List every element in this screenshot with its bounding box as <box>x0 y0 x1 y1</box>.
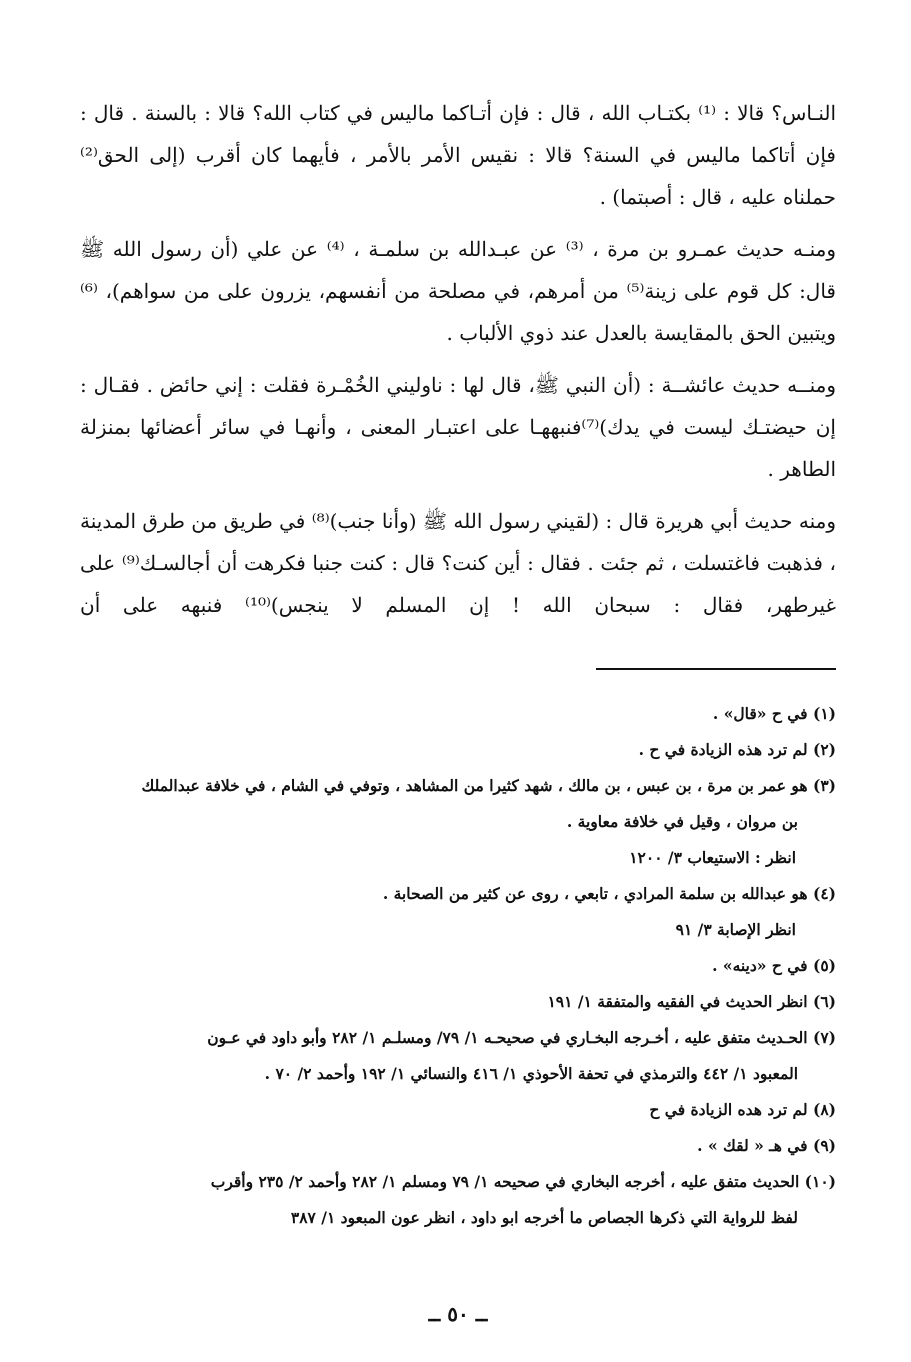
main-text <box>80 92 836 626</box>
page-number: ــ ٥٠ ــ <box>428 1302 488 1326</box>
footnote-10-line-1: (١٠) الحديث متفق عليه ، أخرجه البخاري في صحيحه ١/ ٧٩ ومسلم ١/ ٢٨٢ وأحمد ٢/ ٢٣٥ وأقرب <box>210 1172 836 1191</box>
footnote-2: (٢) لم ترد هذه الزيادة في ح . <box>638 740 836 759</box>
footnote-7 <box>80 1020 836 1092</box>
footnote-9: (٩) في هـ « لقك » . <box>697 1136 836 1155</box>
footnote-8: (٨) لم ترد هده الزيادة في ح <box>649 1100 836 1119</box>
footnotes <box>80 696 836 1236</box>
footnote-1: (١) في ح «قال» . <box>712 704 836 723</box>
footnote-7-line-1: (٧) الحـديث متفق عليه ، أخـرجه البخـاري في صحيحـه ١/ ٧٩/ ومسلـم ١/ ٢٨٢ وأبو داود في عـون <box>207 1028 836 1047</box>
footnote-divider <box>596 668 836 670</box>
footnote-7-line-2: المعبود ١/ ٤٤٢ والترمذي في تحفة الأحوذي ١/ ٤١٦ والنسائي ١/ ١٩٢ وأحمد ٢/ ٧٠ . <box>264 1064 798 1083</box>
footnote-3-line-1: (٣) هو عمر بن مرة ، بن عبس ، بن مالك ، شهد كثيرا من المشاهد ، وتوفي في الشام ، في خلافة عبدالملك <box>141 776 836 795</box>
footnote-3-line-2: بن مروان ، وقيل في خلافة معاوية . <box>566 812 798 831</box>
footnote-3-reference: انظر : الاستيعاب ٣/ ١٢٠٠ <box>629 848 796 867</box>
paragraph-3: ومنــه حديث عائشــة : (أن النبي ﷺ، قال لها : ناوليني الخُمْـرة فقلت : إني حائض . فقـال : إن حيضتـك ليست في يدك)⁽⁷⁾فنبههـا على اعتبـار المعنى ، وأنهـا في سائر أعضائها بمنزلة الطاهر . <box>80 373 836 481</box>
paragraph-2: ومنـه حديث عمـرو بن مرة ، ⁽³⁾ عن عبـدالله بن سلمـة ، ⁽⁴⁾ عن علي (أن رسول الله ﷺ قال: كل قوم على زينة⁽⁵⁾ من أمرهم، في مصلحة من أنفسهم، يزرون على من سواهم)، ⁽⁶⁾ويتبين الحق بالمقايسة بالعدل عند ذوي الألباب . <box>80 237 836 345</box>
footnote-4: (٤) هو عبدالله بن سلمة المرادي ، تابعي ، روى عن كثير من الصحابة . <box>382 884 836 903</box>
paragraph-1: النـاس؟ قالا : ⁽¹⁾ بكتـاب الله ، قال : فإن أتـاكما ماليس في كتاب الله؟ قالا : بالسنة . قال : فإن أتاكما ماليس في السنة؟ قالا : نقيس الأمر بالأمر ، فأيهما كان أقرب (إلى الحق⁽²⁾ حملناه عليه ، قال : أصبتما) . <box>80 101 836 209</box>
footnote-5: (٥) في ح «دينه» . <box>712 956 836 975</box>
footnote-3 <box>80 768 836 840</box>
paragraph-4: ومنه حديث أبي هريرة قال : (لقيني رسول الله ﷺ (وأنا جنب)⁽⁸⁾ في طريق من طرق المدينة ، فذهبت فاغتسلت ، ثم جئت . فقال : أين كنت؟ قال : كنت جنبا فكرهت أن أجالسـك⁽⁹⁾ على غيرطهر، فقال : سبحان الله ! إن المسلم لا ينجس)⁽¹⁰⁾ فنبهه على أن <box>80 509 837 617</box>
footnote-6: (٦) انظر الحديث في الفقيه والمتفقة ١/ ١٩١ <box>547 992 836 1011</box>
book-page <box>80 92 836 1332</box>
footnote-10 <box>80 1164 836 1236</box>
footnote-10-line-2: لفظ للرواية التي ذكرها الجصاص ما أخرجه ابو داود ، انظر عون المبعود ١/ ٣٨٧ <box>290 1208 798 1227</box>
footnote-4-reference: انظر الإصابة ٣/ ٩١ <box>675 920 796 939</box>
